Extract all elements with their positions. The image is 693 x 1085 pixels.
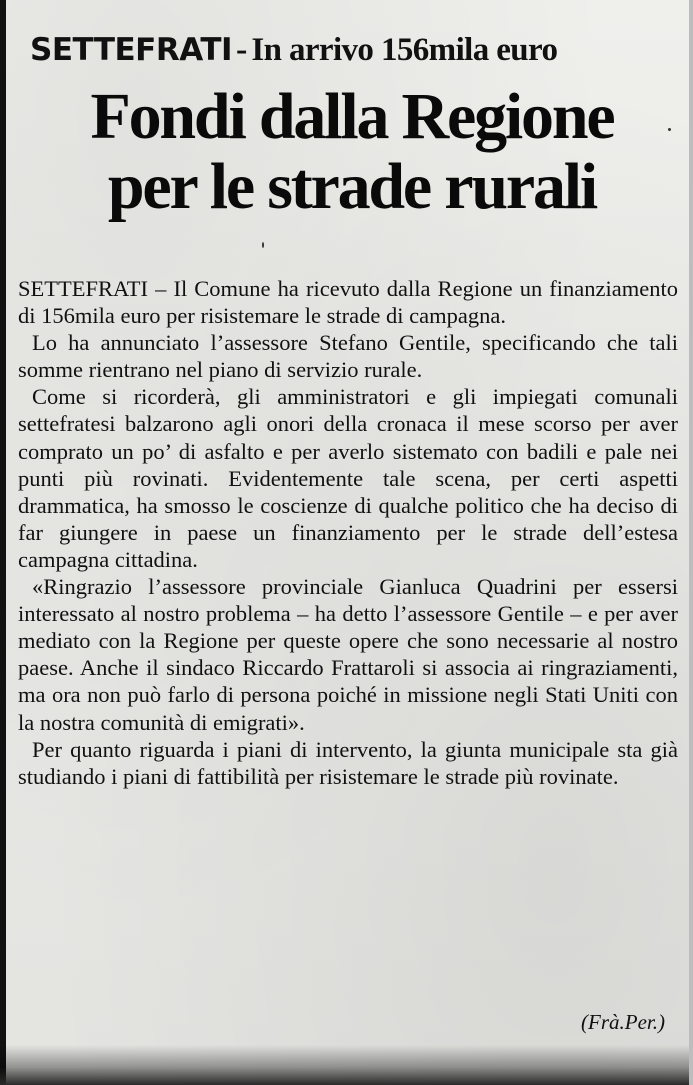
kicker-text: In arrivo 156mila euro bbox=[251, 32, 558, 68]
paragraph-5: Per quanto riguarda i piani di intervento, la giunta municipale sta già studiando i piani di fattibilità per risistemare le strade più rovinate. bbox=[18, 736, 678, 789]
paragraph-1: SETTEFRATI – Il Comune ha ricevuto dalla Regione un finanziamento di 156mila euro per risistemare le strade di campagna. bbox=[18, 276, 678, 329]
headline-line-1: Fondi dalla Regione bbox=[90, 80, 614, 153]
article-kicker bbox=[30, 28, 670, 72]
paper-speck bbox=[668, 128, 671, 131]
paragraph-4: «Ringrazio l’assessore provinciale Gianluca Quadrini per essersi interessato al nostro problema – ha detto l’assessore Gentile – e per aver mediato con la Regione per queste opere che sono necessarie al nostro paese. Anche il sindaco Riccardo Frattaroli si associa ai ringraziamenti, ma ora non può farlo di persona poiché in missione negli Stati Uniti con la nostra comunità di emigrati». bbox=[18, 574, 678, 735]
paper-speck bbox=[262, 242, 264, 248]
author-signature: (Frà.Per.) bbox=[581, 1010, 665, 1034]
kicker-dash: - bbox=[236, 31, 248, 68]
paragraph-3: Come si ricorderà, gli amministratori e gli impiegati comunali settefratesi balzarono agli onori della cronaca il mese scorso per aver comprato un po’ di asfalto e per averlo sistemato con badili e pale nei punti più rovinati. Evidentemente tale scena, per certi aspetti drammatica, ha smosso le coscienze di qualche politico che ha deciso di far giungere in paese un finanziamento per le strade dell’estesa campagna cittadina. bbox=[18, 384, 678, 572]
scan-shadow-edge bbox=[0, 1045, 693, 1085]
headline-line-2: per le strade rurali bbox=[107, 150, 597, 223]
kicker-place: SETTEFRATI bbox=[30, 32, 232, 68]
article-body bbox=[18, 275, 678, 790]
article-headline bbox=[22, 82, 682, 222]
paragraph-2: Lo ha annunciato l’assessore Stefano Gentile, specificando che tali somme rientrano nel piano di servizio rurale. bbox=[18, 330, 678, 383]
